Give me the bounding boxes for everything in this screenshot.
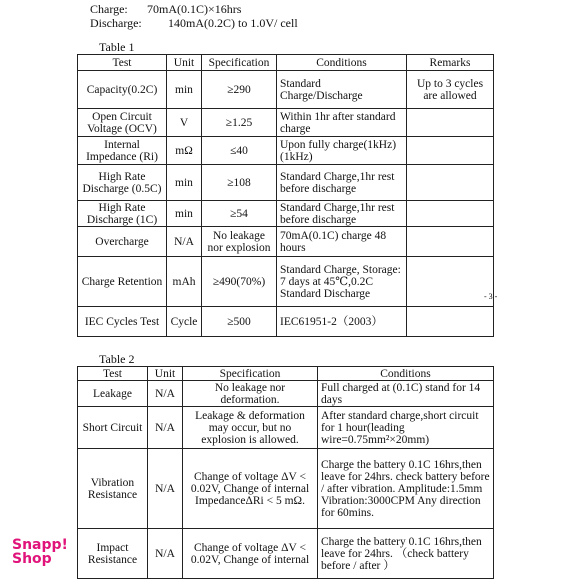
table-row <box>78 449 494 529</box>
snapp-shop-logo <box>12 538 70 566</box>
table1-header-spec: Specification <box>202 55 277 71</box>
table-row <box>78 407 494 449</box>
discharge-label: Discharge: <box>90 16 142 30</box>
unit-cell: min <box>167 71 202 109</box>
table2-header-conditions: Conditions <box>318 367 494 381</box>
table1-caption: Table 1 <box>99 40 135 54</box>
test-cell: Capacity(0.2C) <box>78 71 167 109</box>
remarks-cell <box>407 137 494 165</box>
unit-cell: N/A <box>148 407 183 449</box>
unit-cell: Cycle <box>167 307 202 337</box>
table-row <box>78 137 494 165</box>
unit-cell: mΩ <box>167 137 202 165</box>
table1-header-unit: Unit <box>167 55 202 71</box>
test-cell: Overcharge <box>78 227 167 257</box>
table1-header-row <box>78 55 494 71</box>
logo-line-1: Snapp! <box>12 537 68 553</box>
test-cell: Short Circuit <box>78 407 148 449</box>
table-row <box>78 71 494 109</box>
spec-cell: ≥500 <box>202 307 277 337</box>
page-number: - 3 - <box>484 292 498 301</box>
remarks-cell <box>407 307 494 337</box>
conditions-cell: Full charged at (0.1C) stand for 14 days <box>318 381 494 407</box>
conditions-cell: Charge the battery 0.1C 16hrs,then leave for 24hrs. （check battery before / after ） <box>318 529 494 579</box>
remarks-cell <box>407 257 494 307</box>
remarks-cell: Up to 3 cycles are allowed <box>407 71 494 109</box>
test-cell: Charge Retention <box>78 257 167 307</box>
test-cell: Leakage <box>78 381 148 407</box>
table2-header-spec: Specification <box>183 367 318 381</box>
conditions-cell: After standard charge,short circuit for 1 hour(leading wire=0.75mm²×20mm) <box>318 407 494 449</box>
remarks-cell <box>407 109 494 137</box>
spec-cell: ≥490(70%) <box>202 257 277 307</box>
conditions-cell: Standard Charge, Storage: 7 days at 45℃,0.2C Standard Discharge <box>277 257 407 307</box>
unit-cell: mAh <box>167 257 202 307</box>
charge-line <box>90 2 241 16</box>
table-row <box>78 109 494 137</box>
unit-cell: min <box>167 165 202 201</box>
test-cell: High Rate Discharge (0.5C) <box>78 165 167 201</box>
discharge-value: 140mA(0.2C) to 1.0V/ cell <box>168 16 298 30</box>
table-row <box>78 257 494 307</box>
spec-cell: ≥290 <box>202 71 277 109</box>
spec-cell: Change of voltage ΔV < 0.02V, Change of internal ImpedanceΔRi < 5 mΩ. <box>183 449 318 529</box>
table-row <box>78 381 494 407</box>
unit-cell: N/A <box>148 381 183 407</box>
table-row <box>78 227 494 257</box>
logo-line-2: Shop <box>12 551 52 567</box>
spec-cell: ≥1.25 <box>202 109 277 137</box>
table2-header-test: Test <box>78 367 148 381</box>
test-cell: High Rate Discharge (1C) <box>78 201 167 227</box>
conditions-cell: IEC61951-2（2003） <box>277 307 407 337</box>
test-cell: Impact Resistance <box>78 529 148 579</box>
conditions-cell: Charge the battery 0.1C 16hrs,then leave for 24hrs. check battery before / after vibration. Amplitude:1.5mm Vibration:3000CPM Any direction for 60mins. <box>318 449 494 529</box>
spec-cell: ≤40 <box>202 137 277 165</box>
conditions-cell: Standard Charge/Discharge <box>277 71 407 109</box>
table-row <box>78 529 494 579</box>
table-row <box>78 201 494 227</box>
unit-cell: min <box>167 201 202 227</box>
table2 <box>77 366 494 579</box>
remarks-cell <box>407 201 494 227</box>
table2-caption: Table 2 <box>99 352 135 366</box>
spec-cell: Leakage & deformation may occur, but no explosion is allowed. <box>183 407 318 449</box>
conditions-cell: 70mA(0.1C) charge 48 hours <box>277 227 407 257</box>
unit-cell: N/A <box>148 529 183 579</box>
conditions-cell: Standard Charge,1hr rest before discharge <box>277 165 407 201</box>
test-cell: Vibration Resistance <box>78 449 148 529</box>
charge-value: 70mA(0.1C)×16hrs <box>147 2 242 16</box>
table-row <box>78 165 494 201</box>
test-cell: IEC Cycles Test <box>78 307 167 337</box>
conditions-cell: Upon fully charge(1kHz) (1kHz) <box>277 137 407 165</box>
test-cell: Internal Impedance (Ri) <box>78 137 167 165</box>
unit-cell: V <box>167 109 202 137</box>
table-row <box>78 307 494 337</box>
unit-cell: N/A <box>148 449 183 529</box>
remarks-cell <box>407 227 494 257</box>
table1-header-remarks: Remarks <box>407 55 494 71</box>
table1-header-test: Test <box>78 55 167 71</box>
conditions-cell: Standard Charge,1hr rest before discharge <box>277 201 407 227</box>
spec-cell: ≥54 <box>202 201 277 227</box>
table1 <box>77 54 494 337</box>
table1-header-conditions: Conditions <box>277 55 407 71</box>
table2-header-row <box>78 367 494 381</box>
spec-cell: ≥108 <box>202 165 277 201</box>
remarks-cell <box>407 165 494 201</box>
discharge-line <box>90 16 298 30</box>
conditions-cell: Within 1hr after standard charge <box>277 109 407 137</box>
table2-header-unit: Unit <box>148 367 183 381</box>
unit-cell: N/A <box>167 227 202 257</box>
test-cell: Open Circuit Voltage (OCV) <box>78 109 167 137</box>
charge-label: Charge: <box>90 2 128 16</box>
spec-cell: Change of voltage ΔV < 0.02V, Change of internal <box>183 529 318 579</box>
spec-cell: No leakage nor explosion <box>202 227 277 257</box>
spec-cell: No leakage nor deformation. <box>183 381 318 407</box>
